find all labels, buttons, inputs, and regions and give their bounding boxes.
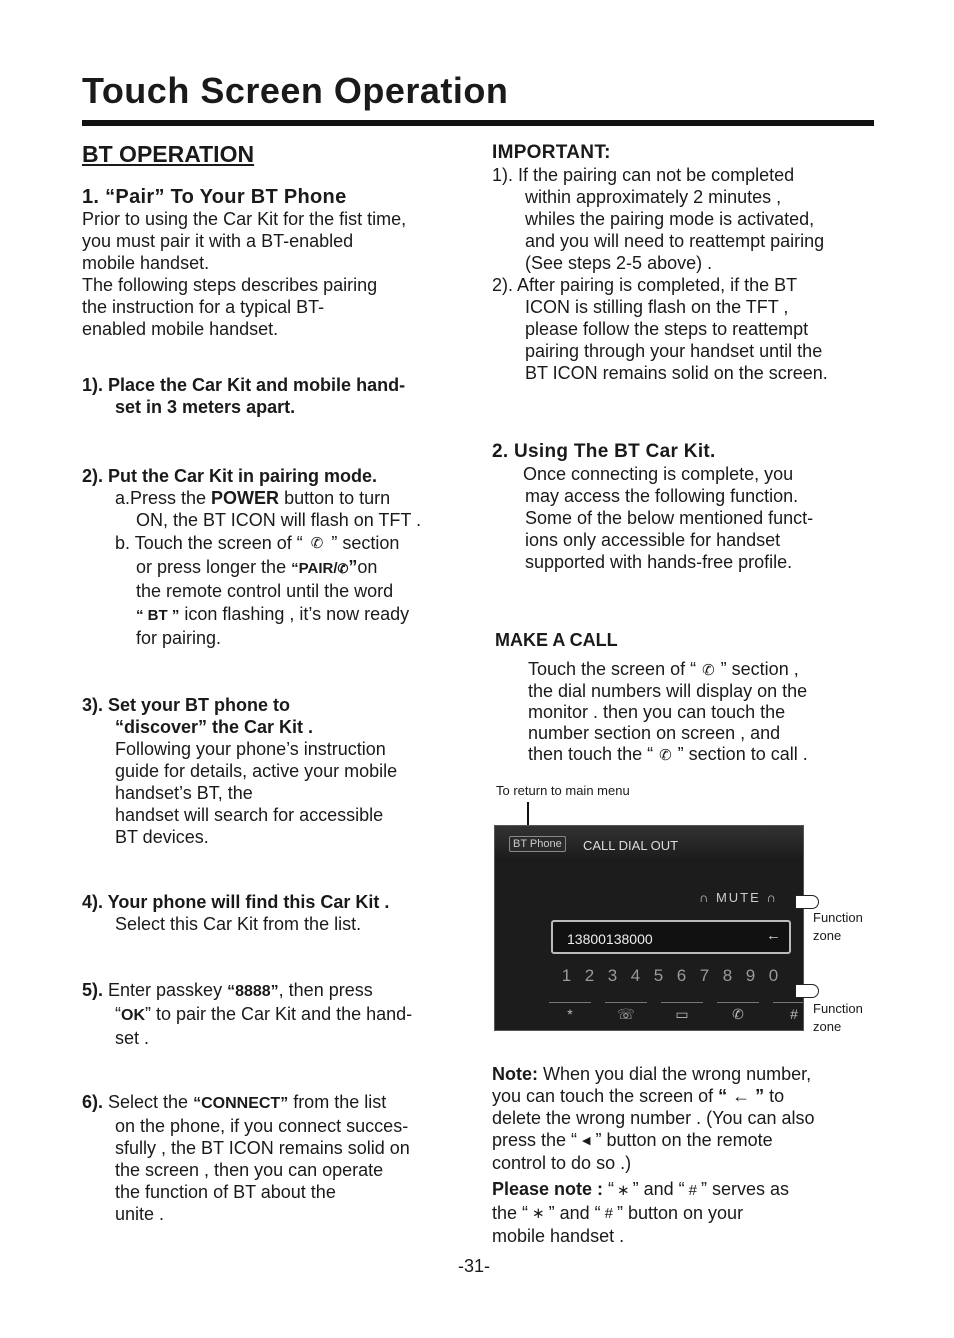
dial-number-field[interactable] xyxy=(551,920,791,954)
pair-line: you must pair it with a BT-enabled xyxy=(82,231,354,251)
note-line4-suffix: ” button on the remote xyxy=(595,1130,773,1150)
digit-key[interactable]: 4 xyxy=(630,966,641,985)
step-1-line: 1). Place the Car Kit and mobile hand- xyxy=(82,375,406,395)
pair-heading: 1. “Pair” To Your BT Phone xyxy=(82,186,347,208)
pair-line: enabled mobile handset. xyxy=(82,319,279,339)
make-call-heading: MAKE A CALL xyxy=(495,630,618,650)
step-3-line: handset’s BT, the xyxy=(115,783,253,803)
left-triangle-icon: ◀ xyxy=(582,1135,591,1148)
note-line xyxy=(492,1129,815,1152)
star-key[interactable]: * xyxy=(549,1002,591,1024)
connect-label: “CONNECT” xyxy=(193,1095,289,1112)
power-label: POWER xyxy=(211,488,280,508)
important-item-line: please follow the steps to reattempt xyxy=(525,319,809,339)
step-5 xyxy=(82,979,412,1049)
digit-key[interactable]: 2 xyxy=(584,966,595,985)
function-zone-label-line: zone xyxy=(813,928,842,943)
using-section xyxy=(492,441,813,573)
step-5-line2 xyxy=(82,1003,412,1027)
page-number: -31- xyxy=(458,1256,491,1276)
step-2b-line4-suffix: icon flashing , it’s now ready xyxy=(179,604,410,625)
section-heading-bt-operation: BT OPERATION xyxy=(82,141,255,167)
hash-icon: # xyxy=(604,1204,613,1222)
step-5-num: 5). xyxy=(82,980,104,1000)
pointer-hand-icon xyxy=(795,895,819,909)
pair-line: the instruction for a typical BT- xyxy=(82,297,325,317)
page-title: Touch Screen Operation xyxy=(82,70,509,111)
please-note-text: ” and “ xyxy=(632,1179,685,1200)
using-line: supported with hands-free profile. xyxy=(525,552,793,572)
make-call-line: monitor . then you can touch the xyxy=(528,701,786,722)
phone-icon: ✆ xyxy=(310,535,324,553)
step-6-line: unite . xyxy=(115,1204,165,1224)
transfer-key[interactable]: ☏ xyxy=(605,1002,647,1024)
please-note-text: ” and “ xyxy=(548,1202,601,1223)
please-note-line: mobile handset . xyxy=(492,1225,625,1246)
step-1 xyxy=(82,374,405,418)
backspace-icon[interactable]: ← xyxy=(766,927,781,944)
step-2b-prefix: b. Touch the screen of “ xyxy=(115,533,303,553)
using-line: may access the following function. xyxy=(525,486,799,506)
please-note-text: “ xyxy=(603,1179,615,1200)
note-line2-suffix: to xyxy=(764,1086,785,1106)
bt-word: “ BT ” xyxy=(136,607,180,625)
make-call-line1-prefix: Touch the screen of “ xyxy=(528,659,697,679)
note-line: control to do so .) xyxy=(492,1153,632,1174)
hash-key[interactable]: # xyxy=(773,1002,804,1024)
note-line4-prefix: press the “ xyxy=(492,1130,578,1150)
volume-up-icon[interactable]: ∩ xyxy=(766,890,778,905)
function-zone-label-line: Function xyxy=(813,910,863,925)
please-note-text: ” serves as xyxy=(701,1179,790,1200)
star-icon: ∗ xyxy=(532,1204,545,1222)
step-3-line: handset will search for accessible xyxy=(115,805,384,825)
pointer-hand-icon xyxy=(795,984,819,998)
digit-key[interactable]: 1 xyxy=(561,966,572,985)
note-line xyxy=(492,1085,815,1107)
dial-screen xyxy=(494,825,804,1031)
function-zone-label xyxy=(813,1000,863,1036)
make-call-line xyxy=(528,744,808,766)
step-2a-suffix: button to turn xyxy=(279,488,391,508)
make-call-line: the dial numbers will display on the xyxy=(528,680,808,701)
important-item-line: whiles the pairing mode is activated, xyxy=(525,209,815,229)
using-line: ions only accessible for handset xyxy=(525,530,781,550)
please-note-text: the “ xyxy=(492,1202,529,1223)
digit-key[interactable]: 9 xyxy=(745,966,756,985)
step-6-line1-prefix: Select the xyxy=(103,1092,194,1112)
important-item-line: within approximately 2 minutes , xyxy=(525,187,782,207)
step-3 xyxy=(82,694,397,848)
step-3-line: guide for details, active your mobile xyxy=(115,761,398,781)
step-3-heading: 3). Set your BT phone to xyxy=(82,695,291,715)
step-3-line: Following your phone’s instruction xyxy=(115,739,386,759)
function-zone-label xyxy=(813,909,863,945)
important-item-line: and you will need to reattempt pairing xyxy=(525,231,825,251)
important-item-line: ICON is stilling flash on the TFT , xyxy=(525,297,789,317)
make-call-line xyxy=(528,659,808,681)
step-6-line1-suffix: from the list xyxy=(288,1092,387,1112)
please-note-line xyxy=(492,1202,815,1225)
important-item-line: (See steps 2-5 above) . xyxy=(525,253,713,273)
using-line: Once connecting is complete, you xyxy=(523,464,794,484)
make-call-line5-suffix: ” section to call . xyxy=(677,743,808,764)
pair-line: mobile handset. xyxy=(82,253,210,273)
digit-key[interactable]: 6 xyxy=(676,966,687,985)
note-line1: When you dial the wrong number, xyxy=(538,1064,812,1084)
step-2-heading: 2). Put the Car Kit in pairing mode. xyxy=(82,466,378,486)
step-6-line: sfully , the BT ICON remains solid on xyxy=(115,1138,410,1158)
important-heading: IMPORTANT: xyxy=(492,142,611,163)
step-5-line2-suffix: ” to pair the Car Kit and the hand- xyxy=(145,1004,413,1024)
important-item-line: 1). If the pairing can not be completed xyxy=(492,165,795,185)
digit-key[interactable]: 0 xyxy=(768,966,779,985)
ok-label: OK xyxy=(121,1007,145,1024)
step-6-line: on the phone, if you connect succes- xyxy=(115,1116,409,1136)
pair-section xyxy=(82,186,406,340)
step-2b-line2-prefix: or press longer the xyxy=(136,557,292,578)
phone-icon: ✆ xyxy=(659,746,672,764)
make-call-line: number section on screen , and xyxy=(528,722,781,743)
step-4-line: Select this Car Kit from the list. xyxy=(115,914,362,934)
step-2a-line xyxy=(82,487,421,509)
note-section xyxy=(492,1063,815,1247)
note-line2-prefix: you can touch the screen of xyxy=(492,1086,719,1106)
step-4 xyxy=(82,891,389,935)
step-6-line: the function of BT about the xyxy=(115,1182,336,1202)
step-3-heading: “discover” the Car Kit . xyxy=(115,717,314,737)
make-call-line5-prefix: then touch the “ xyxy=(528,743,654,764)
using-heading: 2. Using The BT Car Kit. xyxy=(492,441,716,462)
step-2b-line2-suffix: on xyxy=(357,557,378,578)
return-menu-label: To return to main menu xyxy=(496,783,630,798)
step-2b-line4 xyxy=(82,603,421,627)
important-item-line: pairing through your handset until the xyxy=(525,341,823,361)
function-row xyxy=(699,890,778,905)
function-zone-label-line: zone xyxy=(813,1019,842,1034)
call-key[interactable]: ✆ xyxy=(717,1002,759,1024)
pair-line: Prior to using the Car Kit for the fist time, xyxy=(82,209,407,229)
title-rule xyxy=(82,120,874,126)
pair-button-label: “PAIR/ xyxy=(291,560,338,578)
important-section xyxy=(492,142,828,384)
step-6 xyxy=(82,1091,410,1225)
step-6-line1 xyxy=(82,1091,410,1115)
pair-line: The following steps describes pairing xyxy=(82,275,378,295)
please-note-line xyxy=(492,1178,815,1201)
function-zone-label-line: Function xyxy=(813,1001,863,1016)
make-call-body xyxy=(528,659,808,766)
step-5-line1-suffix: , then press xyxy=(278,980,373,1000)
star-icon: ∗ xyxy=(617,1181,630,1199)
bt-phone-tab[interactable]: BT Phone xyxy=(509,836,566,852)
hangup-key[interactable]: ▭ xyxy=(661,1002,703,1024)
step-5-line2-prefix: “ xyxy=(115,1004,121,1024)
important-item-line: 2). After pairing is completed, if the BT xyxy=(492,275,798,295)
step-2b-line xyxy=(82,532,421,555)
pair-button-label-end: ” xyxy=(348,557,358,578)
note-line: delete the wrong number . (You can also xyxy=(492,1108,815,1128)
step-5-line1 xyxy=(82,979,412,1003)
step-2 xyxy=(82,465,421,649)
please-note-label: Please note : xyxy=(492,1179,604,1200)
function-key-row xyxy=(549,1002,804,1024)
step-6-line: the screen , then you can operate xyxy=(115,1160,384,1180)
backspace-arrow-icon: “ ← ” xyxy=(718,1086,765,1106)
step-2b-line2 xyxy=(82,556,421,580)
step-2b-suffix: ” section xyxy=(331,533,400,553)
dialed-number: 13800138000 xyxy=(567,931,653,947)
step-2b-line5: for pairing. xyxy=(136,628,222,649)
step-2b-line3: the remote control until the word xyxy=(136,581,394,602)
volume-down-icon[interactable]: ∩ xyxy=(699,890,711,905)
note-line xyxy=(492,1063,815,1085)
step-4-heading: 4). Your phone will find this Car Kit . xyxy=(82,892,390,912)
step-2a-line2: ON, the BT ICON will flash on TFT . xyxy=(136,510,422,530)
step-3-line: BT devices. xyxy=(115,827,209,847)
step-1-line: set in 3 meters apart. xyxy=(115,397,296,417)
screen-title: CALL DIAL OUT xyxy=(583,838,679,853)
passkey-label: “8888” xyxy=(227,983,279,1000)
digit-key[interactable]: 8 xyxy=(722,966,733,985)
important-item-line: BT ICON remains solid on the screen. xyxy=(525,363,828,383)
make-call-line1-suffix: ” section , xyxy=(720,659,799,679)
step-5-line1-prefix: Enter passkey xyxy=(103,980,228,1000)
step-2a-prefix: a.Press the xyxy=(115,488,212,508)
step-6-num: 6). xyxy=(82,1092,104,1112)
pair-phone-icon: ✆ xyxy=(337,560,349,576)
note-label: Note: xyxy=(492,1064,538,1084)
phone-icon: ✆ xyxy=(702,661,715,679)
step-5-line3: set . xyxy=(115,1028,150,1048)
hash-icon: # xyxy=(688,1181,697,1199)
digit-row xyxy=(559,966,781,986)
digit-key[interactable]: 3 xyxy=(607,966,618,985)
using-line: Some of the below mentioned funct- xyxy=(525,508,814,528)
please-note-text: ” button on your xyxy=(616,1202,744,1223)
digit-key[interactable]: 7 xyxy=(699,966,710,985)
digit-key[interactable]: 5 xyxy=(653,966,664,985)
mute-button[interactable]: MUTE xyxy=(715,890,761,905)
